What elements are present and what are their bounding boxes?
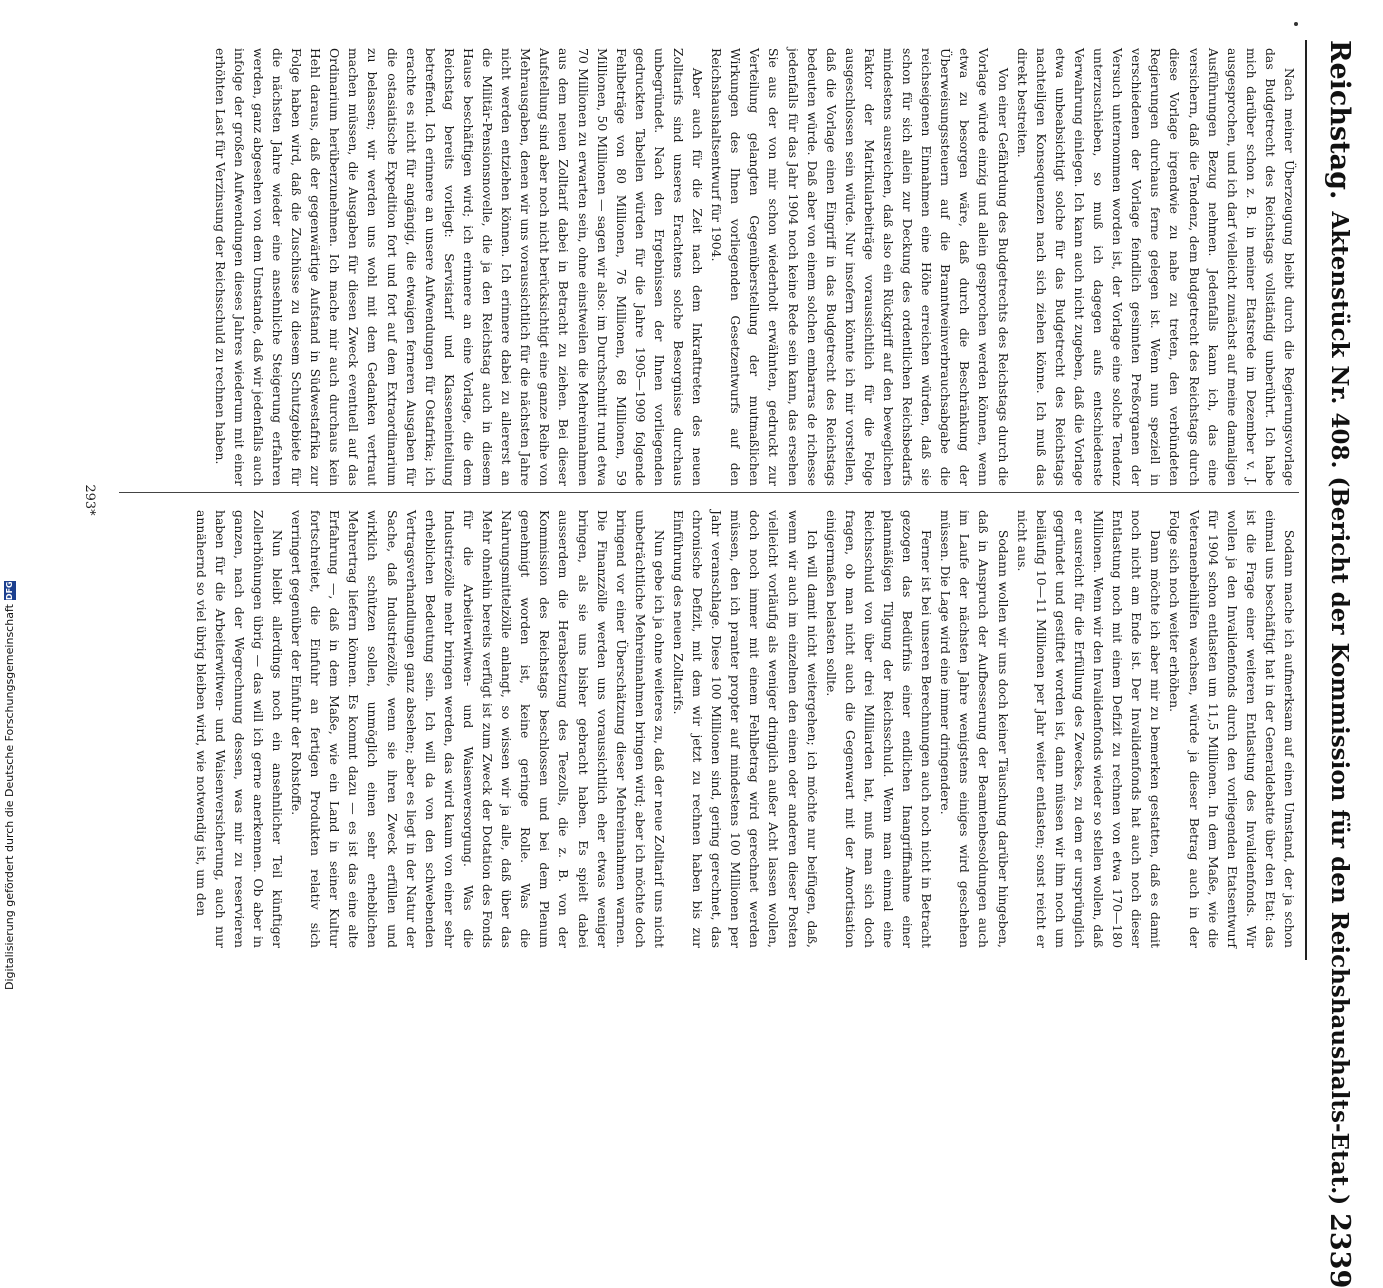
column-divider [119,492,1299,493]
right-text-column [109,510,1299,948]
right-paragraph-6: Nun gebe ich ja ohne weiteres zu, daß der neue Zolltarif uns nicht unbeträchtliche Mehreinnahmen bringen wird; aber ich möchte doch bringend vor einer Überschätzung dieser Mehreinnahmen warnen. Die Finanzzölle werden uns voraussichtlich eher etwas weniger bringen, als sie uns bisher gebracht haben. Es spielt dabei ausserdem die Herabsetzung des Teezolls, die z. B. von der Kommission des Reichstags beschlossen und bei dem Plenum genehmigt worden ist, keine geringe Rolle. Was die Nahrungsmittelzölle anlangt, so wissen wir ja alle, daß über das Mehr ohnehin bereits verfügt ist zum Zweck der Dotation des Fonds für die Arbeiterwitwen- und Waisenversorgung. Was die Industriezölle mehr bringen werden, das wird kaum von einer sehr erheblichen Bedeutung sein. Ich will da von den schwebenden Vertragsverhandlungen ganz absehen; aber es liegt in der Natur der Sache, daß Industriezölle, wenn sie ihren Zweck erfüllen und wirklich schützen sollen, unmöglich einen sehr erheblichen Mehrertrag liefern können. Es kommt dazu — es ist das eine alte Erfahrung —, daß in dem Maße, wie ein Land in seiner Kultur fortschreitet, die Einfuhr an fertigen Produkten relativ sich verringert gegenüber der Einfuhr der Rohstoffe. [289,510,667,948]
right-paragraph-4: Ferner ist bei unseren Berechnungen auch noch nicht in Betracht gezogen das Bedürfnis einer endlichen Inangriffnahme einer planmäßigen Tilgung der Reichsschuld. Wenn man einmal eine Reichsschuld von über drei Milliarden hat, muß man sich doch fragen, ob man nicht auch die Gegenwart mit der Amortisation einigermaßen belasten sollte. [823,510,935,948]
digitization-credit [2,581,18,990]
page-header [1309,40,1371,1288]
header-title: Reichstag. [1324,40,1356,200]
left-text-column [109,48,1299,486]
dfg-logo-icon: DFG [5,581,14,601]
right-paragraph-2: Dann möchte ich aber mir zu bemerken gestatten, daß es damit noch nicht am Ende ist. Der Invalidenfonds hat auch noch dieser Entlastung noch mit einem Defizit zu rechnen von etwa 170—180 Millionen. Wenn wir den Invalidenfonds wieder so stellen wollen, daß er ausreicht für die Erfüllung des Zweckes, zu dem er ursprünglich gegründet und gestiftet worden ist, dann müssen wir ihm noch um beiläufig 10—11 Millionen per Jahr weiter entlasten; sonst reicht er nicht aus. [1014,510,1164,948]
left-paragraph-2: Von einer Gefährdung des Budgetrechts des Reichstags durch die Vorlage würde einzig und allein gesprochen werden können, wenn etwa zu besorgen wäre, daß durch die Beschränkung der Überweisungssteuern auf die Branntweinverbrauchsabgabe die reichseigenen Einnahmen eine Höhe erreichen würden, daß sie schon für sich allein zur Deckung des ordentlichen Reichsbedarfs mindestens ausreichen, daß also ein Rückgriff auf den beweglichen Faktor der Matrikularbeiträge voraussichtlich für die Folge ausgeschlossen sein würde. Nur insofern könnte ich mir vorstellen, daß die Vorlage einen Eingriff in das Budgetrecht des Reichstags bedeuten würde. Daß aber von einem solchen embarras de richesse jedenfalls für das Jahr 1904 noch keine Rede sein kann, das ersehen Sie aus der von mir schon wiederholt erwähnten, gedruckt zur Verteilung gelangten Gegenüberstellung der mutmaßlichen Wirkungen des Ihnen vorliegenden Gesetzentwurfs auf den Reichshaushaltsentwurf für 1904. [709,48,1011,486]
header-rule [1305,40,1307,960]
right-paragraph-5: Ich will damit nicht weitergehen; ich möchte nur beifügen, daß, wenn wir auch im einzelnen den einen oder anderen dieser Posten vielleicht vorläufig als weniger dringlich außer Acht lassen wollen, doch noch immer mit einem Fehlbetrag wird gerechnet werden müssen, den ich pranter propter auf mindestens 100 Millionen per Jahr veranschlage. Diese 100 Millionen sind, gering gerechnet, das chronische Defizit, mit dem wir jetzt zu rechnen haben bis zur Einführung des neuen Zolltarifs. [671,510,820,948]
right-paragraph-3: Sodann wollen wir uns doch keiner Täuschung darüber hingeben, daß in Anspruch der Aufbesserung der Beamtenbesoldungen auch im Laufe der nächsten Jahre wenigstens einiges wird geschehen müssen. Die Lage wird eine immer dringendere. [938,510,1011,948]
page-number: 2339 [1324,1213,1356,1288]
sheet-mark: 293* [82,484,97,516]
right-paragraph-7: Nun bleibt allerdings noch ein ansehnlicher Teil künftiger Zollerhöhungen übrig — das will ich gerne anerkennen. Ob aber in ganzen, nach der Wegrechnung dessen, was mir zu reservieren haben für die Arbeiterwitwen- und Waisenversicherung, auch nur annähernd so viel übrig bleiben wird, wie notwendig ist, um den [193,510,286,948]
digitization-credit-text: Digitalisierung gefördert durch die Deutsche Forschungsgemeinschaft [3,604,16,990]
left-paragraph-3: Aber auch für die Zeit nach dem Inkrafttreten des neuen Zolltarifs sind unseres Erachtens solche Besorgnisse durchaus unbegründet. Nach den Ergebnissen der Ihnen vorliegenden gedruckten Tabellen würden für die Jahre 1905—1909 folgende Fehlbeträge von 80 Millionen, 76 Millionen, 68 Millionen, 59 Millionen, 50 Millionen — sagen wir also: im Durchschnitt rund etwa 70 Millionen zu erwarten sein, ohne einstweilen die Mehreinnahmen aus dem neuen Zolltarif dabei in Betracht zu ziehen. Bei dieser Aufstellung sind aber noch nicht berücksichtigt eine ganze Reihe von Mehrausgaben, denen wir uns voraussichtlich für die nächsten Jahre nicht werden entziehen können. Ich erinnere dabei zu allererst an die Militär-Pensionsnovelle, die ja den Reichstag auch in diesem Hause beschäftigen wird; ich erinnere an eine Vorlage, die dem Reichstag bereits vorliegt: Servistarif und Klasseneinteilung betreffend. Ich erinnere an unsere Aufwendungen für Ostafrika; ich erachte es nicht für angängig, die etwaigen ferneren Ausgaben für die ostasiatische Expedition fort und fort auf dem Extraordinarium zu belassen; wir werden uns wohl mit dem Gedanken vertraut machen müssen, die Ausgaben für diesen Zweck eventuell auf das Ordinarium herüberzunehmen. Ich mache mir auch durchaus kein Hehl daraus, daß der gegenwärtige Aufstand in Südwestafrika zur Folge haben wird, daß die Zuschüsse zu diesem Schutzgebiete für die nächsten Jahre wieder eine ansehnliche Steigerung erfahren werden, ganz abgesehen von dem Umstande, daß wir jedenfalls auch infolge der großen Aufwendungen dieses Jahres wiederum mit einer erhöhten Last für Verzinsung der Reichsschuld zu rechnen haben. [212,48,706,486]
digitization-credit-text-wrap [2,581,18,990]
right-paragraph-1: Sodann mache ich aufmerksam auf einen Umstand, der ja schon einmal uns beschäftigt hat in der Generaldebatte über den Etat: das ist die Frage einer weiteren Entlastung des Invalidenfonds. Wir wollen ja den Invalidenfonds durch den vorliegenden Etatsentwurf für 1904 schon entlasten um 11,5 Millionen. In dem Maße, wie die Veteranenbeihilfen wachsen, würde ja dieser Betrag auch in der Folge sich noch weiter erhöhen. [1167,510,1297,948]
left-paragraph-1: Nach meiner Überzeugung bleibt durch die Regierungsvorlage das Budgetrecht des Reichstags vollständig unberührt. Ich habe mich darüber schon z. B. in meiner Etatsrede im Dezember v. J. ausgesprochen, und ich darf vielleicht zunächst auf meine damaligen Ausführungen Bezug nehmen. Jedenfalls kann ich, das eine versichern, daß die Tendenz, dem Budgetrecht des Reichstags durch diese Vorlage irgendwie zu nahe zu treten, den verbündeten Regierungen durchaus ferne gelegen ist. Wenn nun speziell in verschiedenen der Vorlage feindlich gesinnten Preßorganen der Versuch unternommen worden ist, der Vorlage eine solche Tendenz unterzuschieben, so muß ich dagegen aufs entschiedenste Verwahrung einlegen. Ich kann auch nicht zugeben, daß die Vorlage etwa unbeabsichtigt solche für das Budgetrecht des Reichstags nachteiligen Konsequenzen nach sich ziehen könne. Ich muß das direkt bestreiten. [1014,48,1297,486]
header-subtitle: Aktenstück Nr. 408. (Bericht der Kommission für den Reichshaushalts-Etat.) [1326,211,1354,1206]
